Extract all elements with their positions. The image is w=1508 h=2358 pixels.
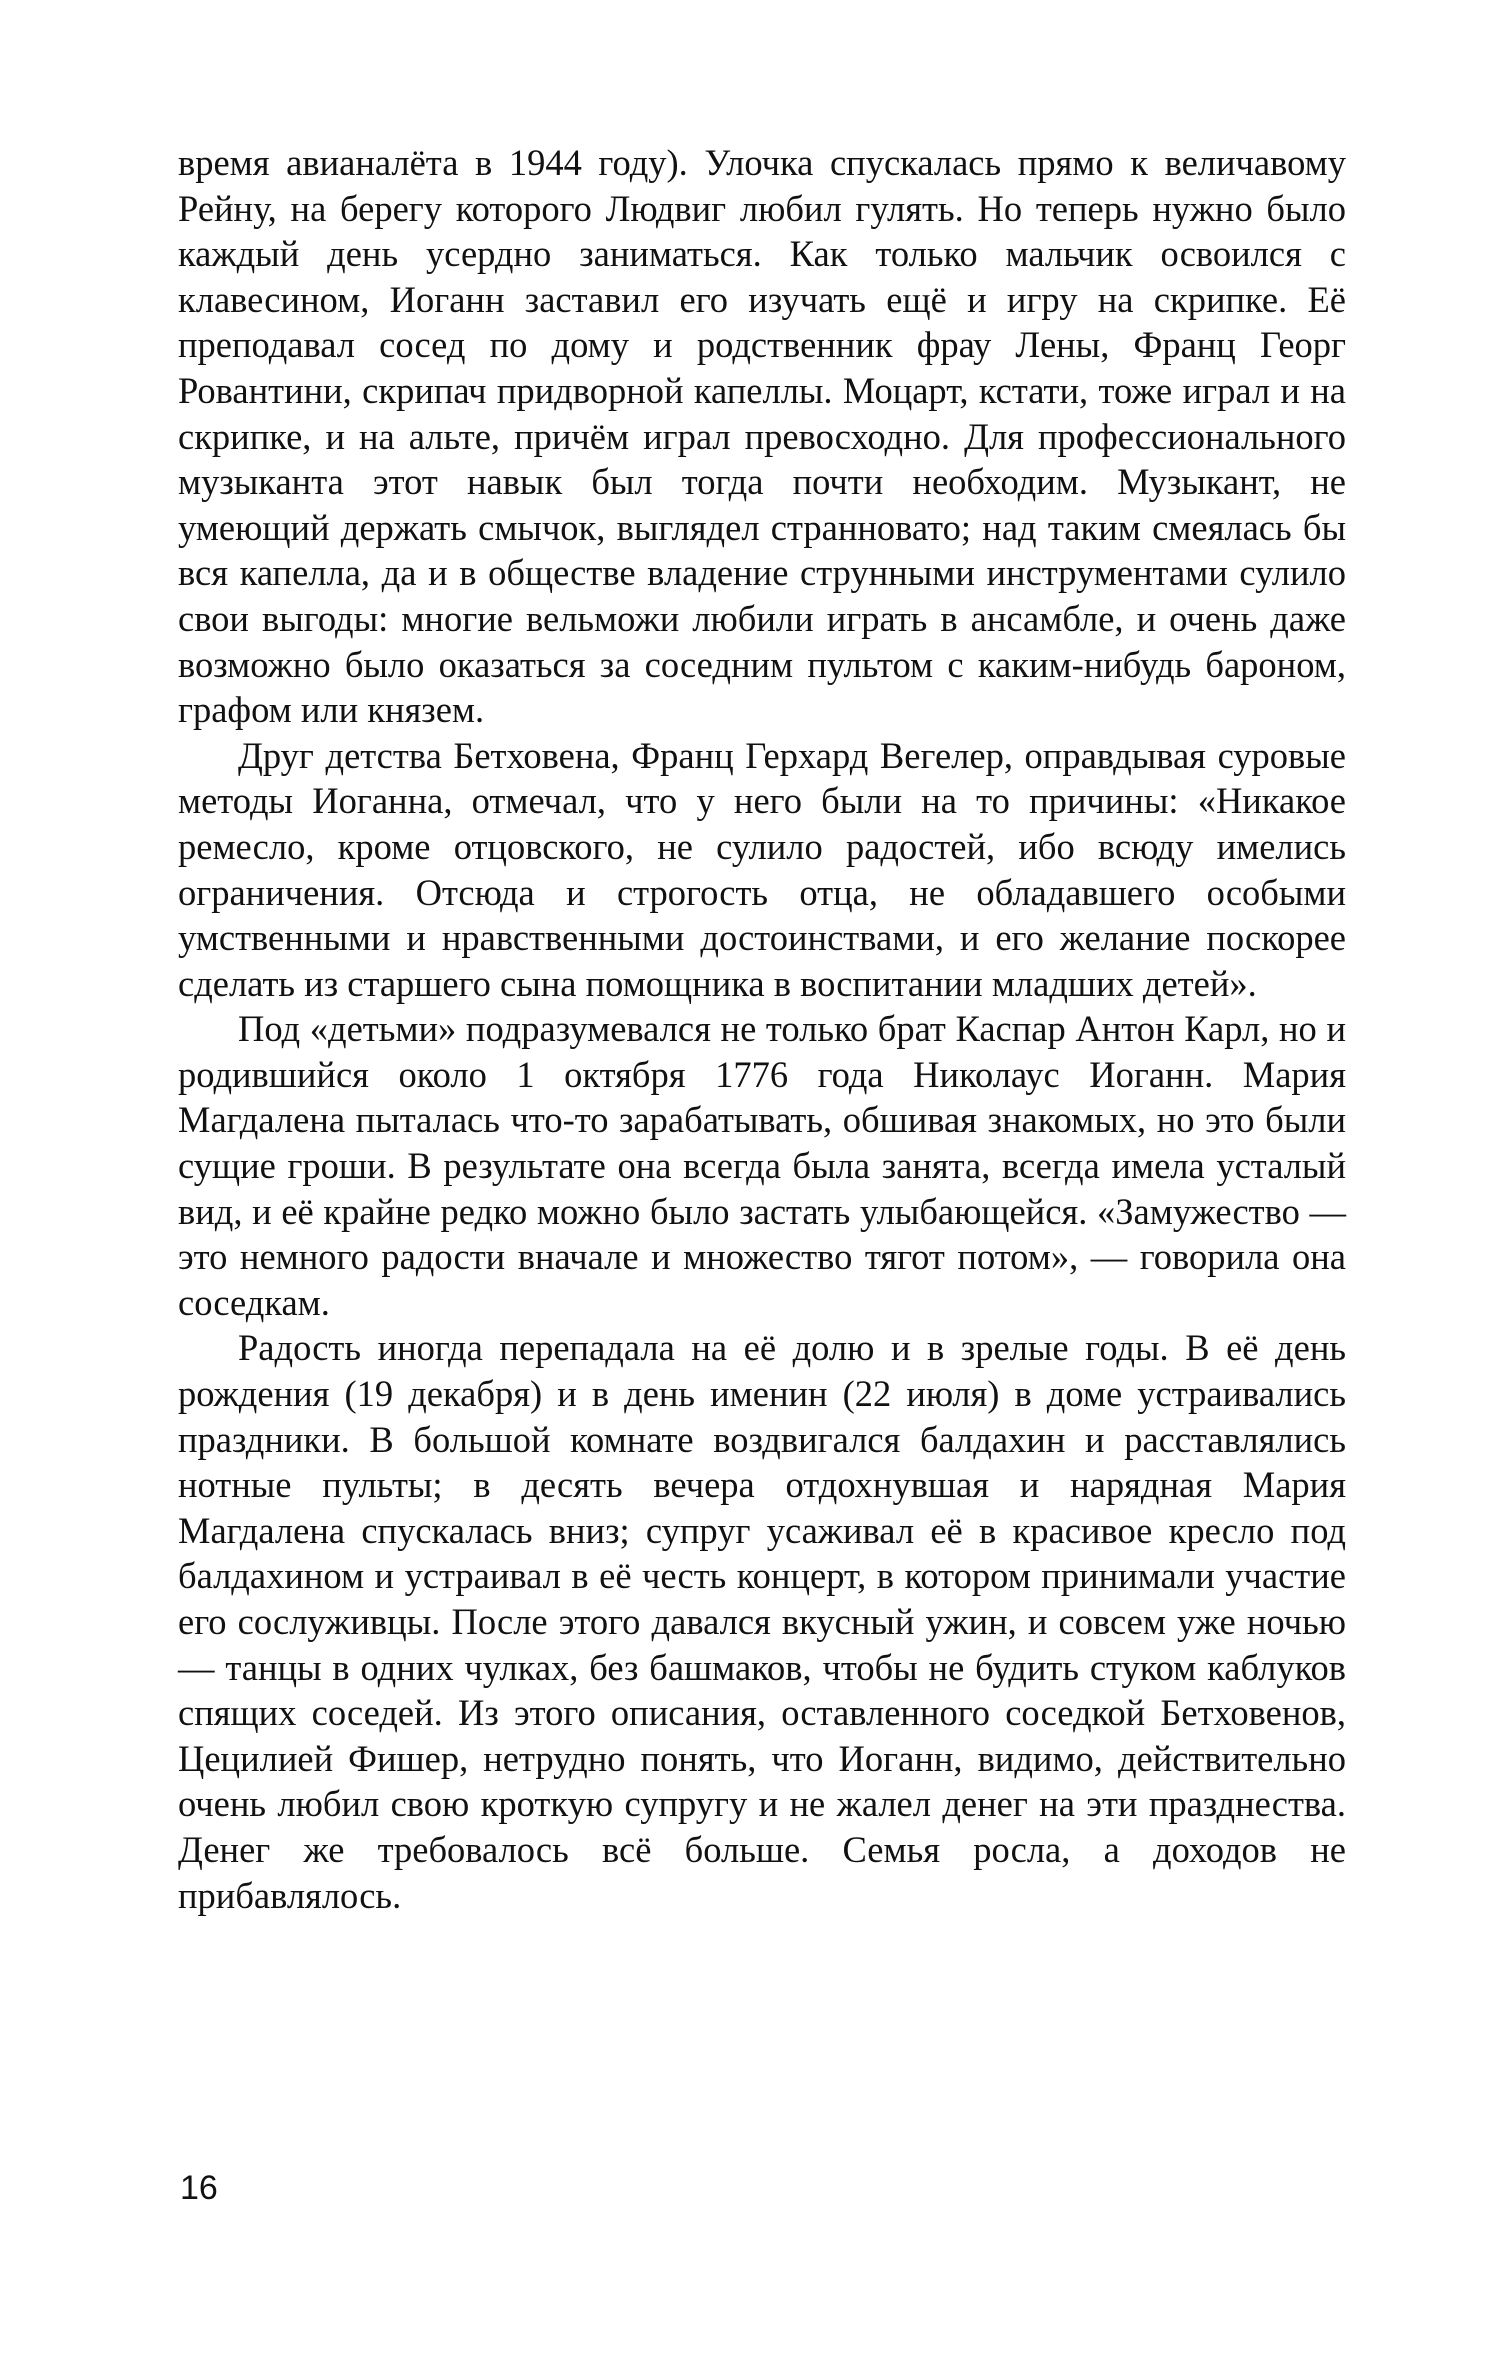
paragraph-continued: время авианалёта в 1944 году). Улочка спускалась прямо к величавому Рейну, на берегу которого Людвиг любил гулять. Но теперь нужно было каждый день усердно заниматься. Как только мальчик освоился с клавесином, Иоганн заставил его изучать ещё и игру на скрипке. Её преподавал сосед по дому и родственник фрау Лены, Франц Георг Ровантини, скрипач придворной капеллы. Моцарт, кстати, тоже играл и на скрипке, и на альте, причём играл превосходно. Для профессионального музыканта этот навык был тогда почти необходим. Музыкант, не умеющий держать смычок, выглядел странновато; над таким смеялась бы вся капелла, да и в обществе владение струнными инструментами сулило свои выгоды: многие вельможи любили играть в ансамбле, и очень даже возможно было оказаться за соседним пультом с каким-нибудь бароном, графом или князем. bbox=[178, 142, 1346, 731]
paragraph-wegeler: Друг детства Бетховена, Франц Герхард Вегелер, оправдывая суровые методы Иоганна, отмечал, что у него были на то причины: «Никакое ремесло, кроме отцовского, не сулило радостей, ибо всюду имелись ограничения. Отсюда и строгость отца, не обладавшего особыми умственными и нравственными достоинствами, и его желание поскорее сделать из старшего сына помощника в воспитании младших детей». bbox=[178, 734, 1346, 1004]
paragraph-children: Под «детьми» подразумевался не только брат Каспар Антон Карл, но и родившийся около 1 октября 1776 года Николаус Иоганн. Мария Магдалена пыталась что-то зарабатывать, обшивая знакомых, но это были сущие гроши. В результате она всегда была занята, всегда имела усталый вид, и её крайне редко можно было застать улыбающейся. «Замужество — это немного радости вначале и множество тягот потом», — говорила она соседкам. bbox=[178, 1008, 1346, 1323]
paragraph-celebrations: Радость иногда перепадала на её долю и в зрелые годы. В её день рождения (19 декабря) и в день именин (22 июля) в доме устраивались праздники. В большой комнате воздвигался балдахин и расставлялись нотные пульты; в десять вечера отдохнувшая и нарядная Мария Магдалена спускалась вниз; супруг усаживал её в красивое кресло под балдахином и устраивал в её честь концерт, в котором принимали участие его сослуживцы. После этого давался вкусный ужин, и совсем уже ночью — танцы в одних чулках, без башмаков, чтобы не будить стуком каблуков спящих соседей. Из этого описания, оставленного соседкой Бетховенов, Цецилией Фишер, нетрудно понять, что Иоганн, видимо, действительно очень любил свою кроткую супругу и не жалел денег на эти празднества. Денег же требовалось всё больше. Семья росла, а доходов не прибавлялось. bbox=[178, 1327, 1346, 1916]
page-number: 16 bbox=[180, 2169, 218, 2207]
page-body bbox=[178, 140, 1346, 1918]
